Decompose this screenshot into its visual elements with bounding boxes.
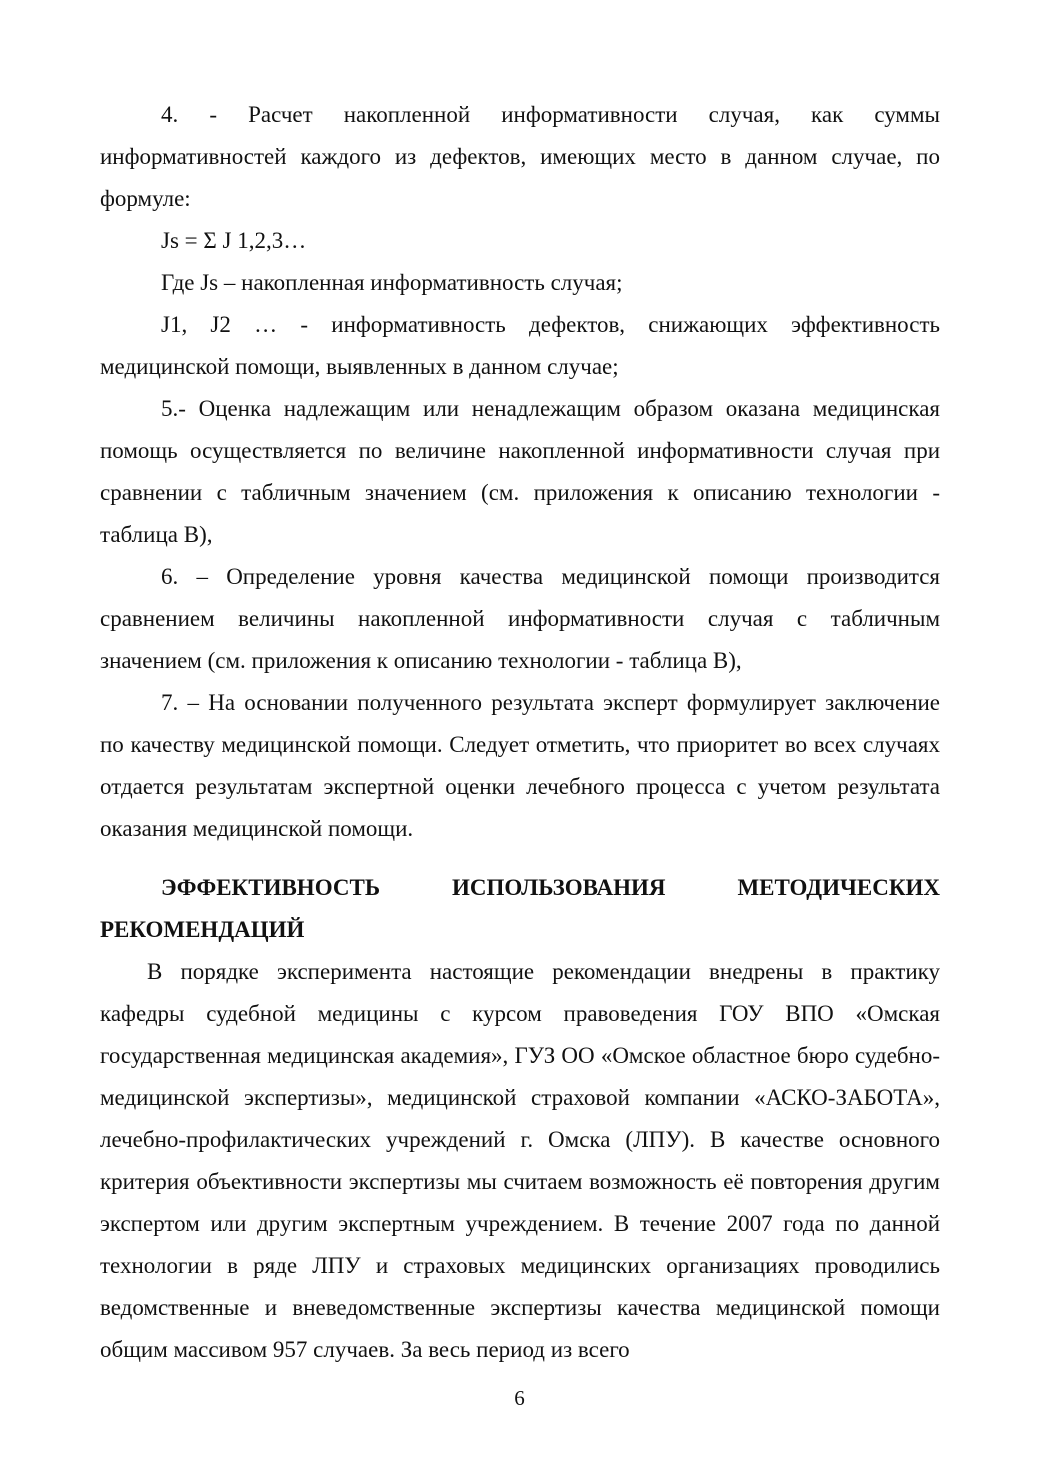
formula-js: Js = Σ J 1,2,3…: [161, 228, 307, 253]
section-body-paragraph: В порядке эксперимента настоящие рекомендации внедрены в практику кафедры судебной медицины с курсом правоведения ГОУ ВПО «Омская государственная медицинская академия», ГУЗ ОО «Омское областное бюро судебно-медицинской экспертизы», медицинской страховой компании «АСКО-ЗАБОТА», лечебно-профилактических учреждений г. Омска (ЛПУ). В качестве основного критерия объективности экспертизы мы считаем возможность её повторения другим экспертом или другим экспертным учреждением. В течение 2007 года по данной технологии в ряде ЛПУ и страховых медицинских организациях проводились ведомственные и вневедомственные экспертизы качества медицинской помощи общим массивом 957 случаев. За весь период из всего: [100, 959, 940, 1362]
section-heading: ЭФФЕКТИВНОСТЬ ИСПОЛЬЗОВАНИЯ МЕТОДИЧЕСКИХ РЕКОМЕНДАЦИЙ: [100, 875, 940, 942]
paragraph-step-5: 5.- Оценка надлежащим или ненадлежащим образом оказана медицинская помощь осуществляется по величине накопленной информативности случая при сравнении с табличным значением (см. приложения к описанию технологии - таблица В),: [100, 396, 940, 547]
paragraph-step-7: 7. – На основании полученного результата эксперт формулирует заключение по качеству медицинской помощи. Следует отметить, что приоритет во всех случаях отдается результатам экспертной оценки лечебного процесса с учетом результата оказания медицинской помощи.: [100, 690, 940, 841]
paragraph-step-4: 4. - Расчет накопленной информативности случая, как суммы информативностей каждого из дефектов, имеющих место в данном случае, по формуле:: [100, 102, 940, 211]
formula-definition-j: J1, J2 … - информативность дефектов, снижающих эффективность медицинской помощи, выявленных в данном случае;: [100, 312, 940, 379]
document-page: [100, 94, 940, 1371]
formula-definition-js: Где Js – накопленная информативность случая;: [161, 270, 623, 295]
paragraph-step-6: 6. – Определение уровня качества медицинской помощи производится сравнением величины накопленной информативности случая с табличным значением (см. приложения к описанию технологии - таблица В),: [100, 564, 940, 673]
page-number: 6: [514, 1386, 525, 1410]
